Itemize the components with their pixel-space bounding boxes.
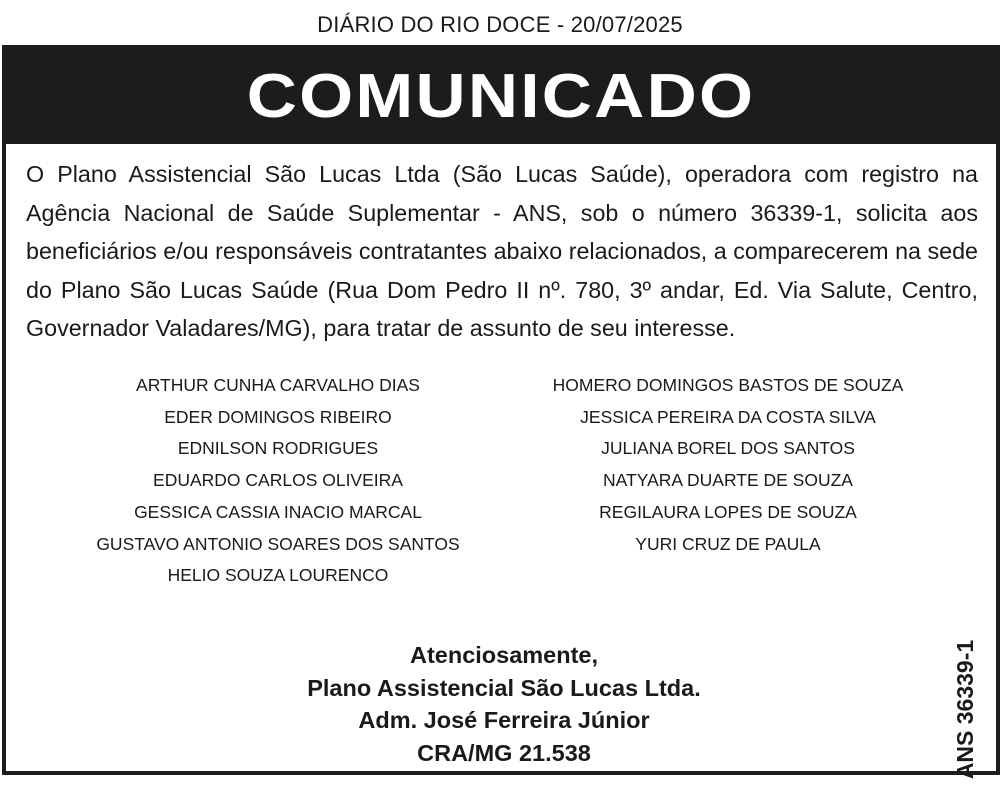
signature-block xyxy=(254,639,754,769)
closing-line: Atenciosamente, xyxy=(409,642,599,668)
name-item: JESSICA PEREIRA DA COSTA SILVA xyxy=(580,406,876,427)
name-item: EDER DOMINGOS RIBEIRO xyxy=(164,406,392,427)
names-list-right xyxy=(518,370,938,560)
name-item: REGILAURA LOPES DE SOUZA xyxy=(599,501,857,522)
company-name: Plano Assistencial São Lucas Ltda. xyxy=(307,674,701,701)
name-item: HELIO SOUZA LOURENCO xyxy=(167,565,389,586)
name-item: GUSTAVO ANTONIO SOARES DOS SANTOS xyxy=(96,533,460,554)
administrator-name: Adm. José Ferreira Júnior xyxy=(358,707,650,733)
publication-header: DIÁRIO DO RIO DOCE - 20/07/2025 xyxy=(317,12,683,37)
notice-frame xyxy=(2,45,1000,779)
registration-number: CRA/MG 21.538 xyxy=(417,739,591,766)
name-item: EDUARDO CARLOS OLIVEIRA xyxy=(153,470,403,491)
notice-title: COMUNICADO xyxy=(246,62,756,131)
notice-paragraph: O Plano Assistencial São Lucas Ltda (São Lucas Saúde), operadora com registro na Agência Nacional de Saúde Suplementar - ANS, sob o número 36339-1, solicita aos beneficiários e/ou responsáveis contratantes abaixo relacionados, a comparecerem na sede do Plano São Lucas Saúde (Rua Dom Pedro II nº. 780, 3º andar, Ed. Via Salute, Centro, Governador Valadares/MG), para tratar de assunto de seu interesse. xyxy=(26,161,978,341)
name-item: EDNILSON RODRIGUES xyxy=(177,438,379,459)
ans-registration-text: ANS 36339-1 xyxy=(952,639,979,779)
title-banner xyxy=(6,49,996,144)
name-item: YURI CRUZ DE PAULA xyxy=(635,533,821,554)
name-item: GESSICA CASSIA INACIO MARCAL xyxy=(134,501,422,522)
name-item: JULIANA BOREL DOS SANTOS xyxy=(601,438,855,459)
name-item: ARTHUR CUNHA CARVALHO DIAS xyxy=(136,375,420,395)
name-item: NATYARA DUARTE DE SOUZA xyxy=(603,470,853,491)
ans-side-label xyxy=(946,609,986,809)
name-item: HOMERO DOMINGOS BASTOS DE SOUZA xyxy=(552,375,904,395)
names-list-left xyxy=(68,370,488,592)
